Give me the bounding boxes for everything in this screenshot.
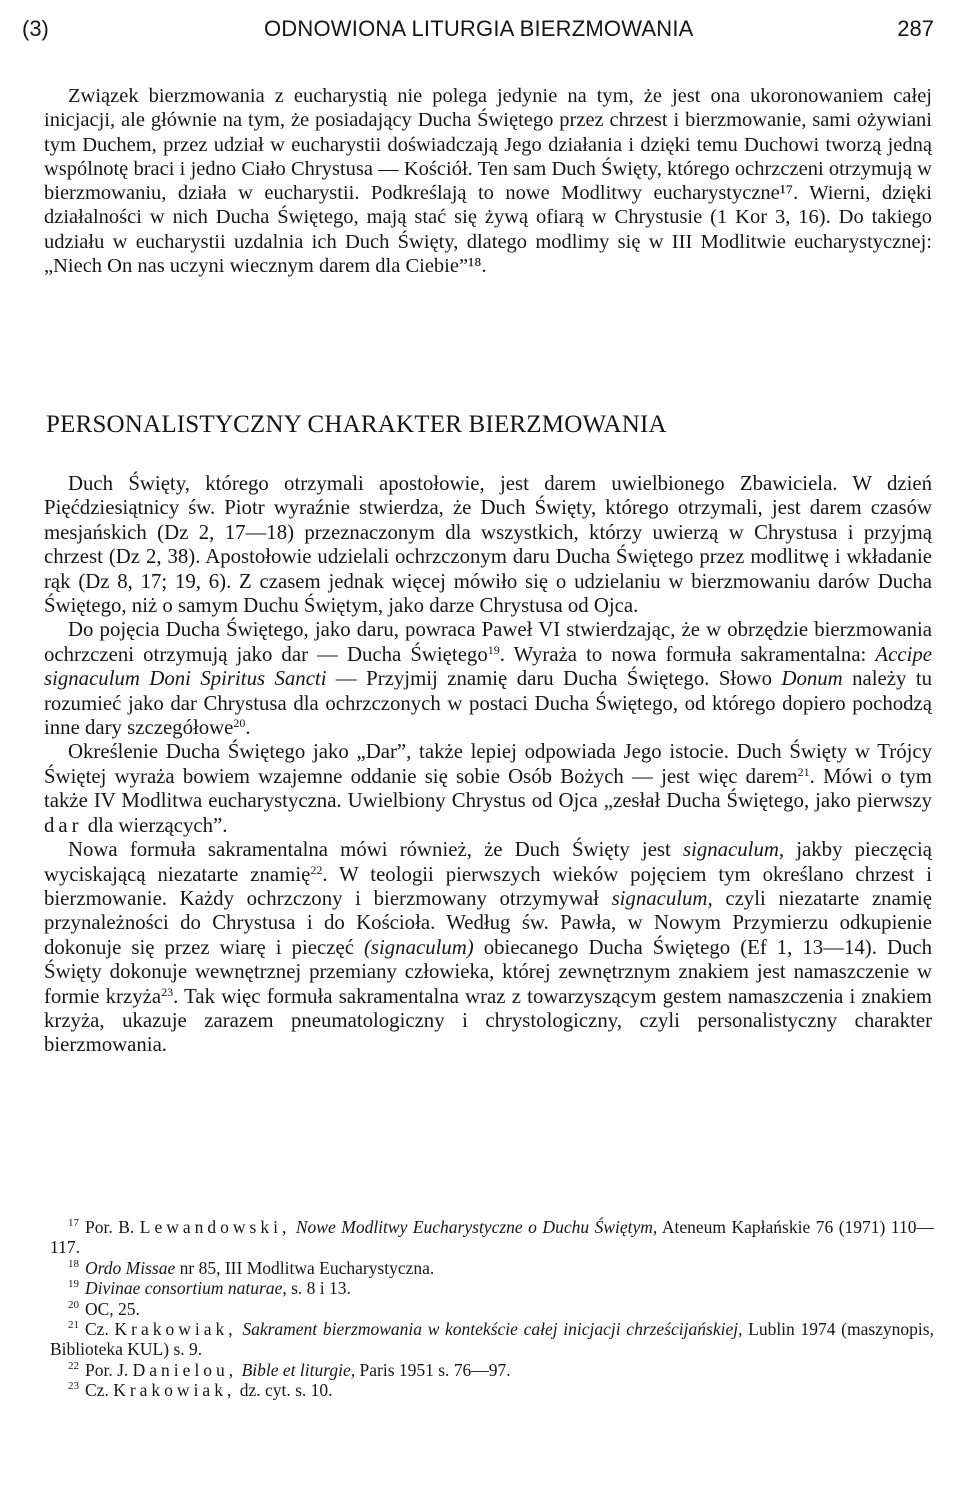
section-heading: PERSONALISTYCZNY CHARAKTER BIERZMOWANIA	[46, 411, 667, 438]
intro-paragraph-block	[44, 84, 932, 278]
work-title: Divinae consortium naturae,	[85, 1278, 287, 1299]
footnote-23	[50, 1380, 934, 1400]
text-run: . Mówi o tym także IV Modlitwa eucharystyczna. Uwielbiony Chrystus od Ojca „zesłał Ducha Świętego, jako pierwszy	[44, 764, 932, 813]
paragraph-3	[44, 740, 932, 838]
footnote-19	[50, 1278, 934, 1298]
intro-paragraph: Związek bierzmowania z eucharystią nie polega jedynie na tym, że jest ona ukoronowaniem całej inicjacji, ale głównie na tym, że posiadający Ducha Świętego przez chrzest i bierzmowanie, sami ożywiani tym Duchem, przez udział w eucharystii doświadczają Jego działania i dzięki temu Duchowi tworzą jedną wspólnotę braci i jedno Ciało Chrystusa — Kościół. Ten sam Duch Święty, którego ochrzczeni otrzymują w bierzmowaniu, działa w eucharystii. Podkreślają to nowe Modlitwy eucharystyczne¹⁷. Wierni, dzięki działalności w nich Ducha Świętego, mają stać się żywą ofiarą w Chrystusie (1 Kor 3, 16). Do takiego udziału w eucharystii uzdalnia ich Duch Święty, dlatego modlimy się w III Modlitwie eucharystycznej: „Niech On nas uczyni wiecznym darem dla Ciebie”¹⁸.	[44, 85, 932, 278]
text-run: Cz.	[85, 1319, 115, 1340]
footnote-number: 23	[68, 1380, 79, 1393]
footnote-22	[50, 1360, 934, 1380]
footnote-17	[50, 1217, 934, 1258]
latin-term: Donum	[781, 667, 843, 691]
text-run: Do pojęcia Ducha Świętego, jako daru, powraca Paweł VI stwierdzając, że w obrzędzie bierzmowania ochrzczeni otrzymują jako dar — Ducha Świętego	[44, 618, 932, 666]
work-title: Sakrament bierzmowania w kontekście całej inicjacji chrześcijańskiej,	[236, 1319, 743, 1340]
text-run: jakby pieczęcią wyciskającą niezatarte znamię	[44, 838, 932, 886]
footnote-number: 18	[68, 1257, 79, 1270]
section-number: (3)	[22, 16, 49, 41]
footnotes	[50, 1217, 934, 1401]
text-run: należy tu rozumieć jako dar Chrystusa dla ochrzczonych w postaci Ducha Świętego, od którego dopiero pochodzą inne dary szczegółowe	[44, 667, 933, 740]
text-run: Cz.	[85, 1380, 114, 1401]
text-run: czyli niezatarte znamię przynależności do Chrystusa i do Kościoła. Według św. Pawła, w Nowym Przymierzu odkupienie dokonuje się przez wiarę i pieczęć	[44, 886, 932, 959]
text-run: .	[245, 716, 251, 740]
text-run: Por. B.	[85, 1217, 140, 1237]
text-run: obiecanego Ducha Świętego (Ef 1, 13—14). Duch Święty dokonuje wewnętrznej przemiany człowieka, której zewnętrznym znakiem jest namaszczenie w formie krzyża	[44, 935, 932, 1008]
footnote-ref-22: 22	[310, 862, 323, 877]
text-run: dla wierzących”.	[82, 813, 228, 837]
footnote-21	[50, 1319, 934, 1360]
text-run: . Wyraża to nowa formuła sakramentalna:	[499, 642, 876, 666]
text-run: OC, 25.	[85, 1298, 140, 1319]
author-name: Lewandowski,	[139, 1217, 291, 1237]
author-name: Danielou,	[132, 1359, 238, 1380]
work-title: Nowe Modlitwy Eucharystyczne o Duchu Świętym,	[290, 1217, 658, 1237]
paragraph-4	[44, 838, 932, 1058]
text-run: s. 8 i 13.	[286, 1278, 351, 1299]
latin-term: (signaculum)	[363, 935, 474, 959]
latin-term: signaculum,	[611, 886, 713, 910]
text-run: dz. cyt. s. 10.	[235, 1380, 333, 1401]
latin-formula: Accipe signaculum Doni Spiritus Sancti	[44, 642, 932, 691]
page-number: 287	[897, 16, 934, 41]
text-run: Lublin 1974 (maszynopis, Biblioteka KUL) s. 9.	[50, 1319, 934, 1360]
spaced-word: dar	[44, 813, 83, 837]
author-name: Krakowiak,	[114, 1319, 237, 1340]
text-run: Ateneum Kapłańskie 76 (1971) 110—117.	[50, 1217, 934, 1258]
text-run: nr 85, III Modlitwa Eucharystyczna.	[175, 1257, 435, 1278]
footnote-ref-21: 21	[797, 764, 810, 779]
text-run: Paris 1951 s. 76—97.	[355, 1359, 511, 1380]
author-name: Krakowiak,	[113, 1380, 236, 1401]
footnote-number: 19	[68, 1278, 79, 1291]
running-header	[22, 14, 934, 48]
text-run: Por. J.	[85, 1359, 133, 1380]
latin-term: signaculum,	[682, 838, 785, 862]
text-run: Nowa formuła sakramentalna mówi również, że Duch Święty jest	[68, 838, 683, 862]
paragraph-2	[44, 618, 932, 740]
footnote-number: 20	[68, 1298, 79, 1311]
footnote-18	[50, 1258, 934, 1278]
footnote-number: 21	[68, 1319, 79, 1332]
body-text	[44, 472, 932, 1058]
paragraph-1: Duch Święty, którego otrzymali apostołowie, jest darem uwielbionego Zbawiciela. W dzień Pięćdziesiątnicy św. Piotr wyraźnie stwierdza, że Duch Święty, którego otrzymali, jest darem czasów mesjańskich (Dz 2, 17—18) przeznaczonym dla wszystkich, którzy uwierzą w Chrystusa i przyjmą chrzest (Dz 2, 38). Apostołowie udzielali ochrzczonym daru Ducha Świętego przez modlitwę i wkładanie rąk (Dz 8, 17; 19, 6). Z czasem jednak więcej mówiło się o udzielaniu w bierzmowaniu darów Ducha Świętego, niż o samym Duchu Świętym, jako darze Chrystusa od Ojca.	[44, 472, 932, 618]
text-run: . Tak więc formuła sakramentalna wraz z towarzyszącym gestem namaszczenia i znakiem krzyża, ukazuje zarazem pneumatologiczny i chrystologiczny, czyli personalistyczny charakter bierzmowania.	[44, 984, 932, 1057]
footnote-20	[50, 1299, 934, 1319]
work-title: Ordo Missae	[85, 1257, 176, 1278]
text-run: . W teologii pierwszych wieków pojęciem tym określano chrzest i bierzmowanie. Każdy ochrzczony i bierzmowany otrzymywał	[44, 862, 932, 910]
footnote-ref-20: 20	[233, 716, 246, 731]
footnote-number: 22	[68, 1359, 79, 1372]
work-title: Bible et liturgie,	[237, 1359, 356, 1380]
text-run: Określenie Ducha Świętego jako „Dar”, także lepiej odpowiada Jego istocie. Duch Święty w Trójcy Świętej wyraża bowiem wzajemne oddanie się sobie Osób Bożych — jest więc darem	[44, 740, 932, 788]
footnote-number: 17	[68, 1217, 79, 1229]
text-run: — Przyjmij znamię daru Ducha Świętego. Słowo	[326, 667, 782, 691]
footnote-ref-23: 23	[161, 984, 174, 999]
running-title: ODNOWIONA LITURGIA BIERZMOWANIA	[264, 16, 694, 41]
footnote-ref-19: 19	[487, 642, 500, 657]
